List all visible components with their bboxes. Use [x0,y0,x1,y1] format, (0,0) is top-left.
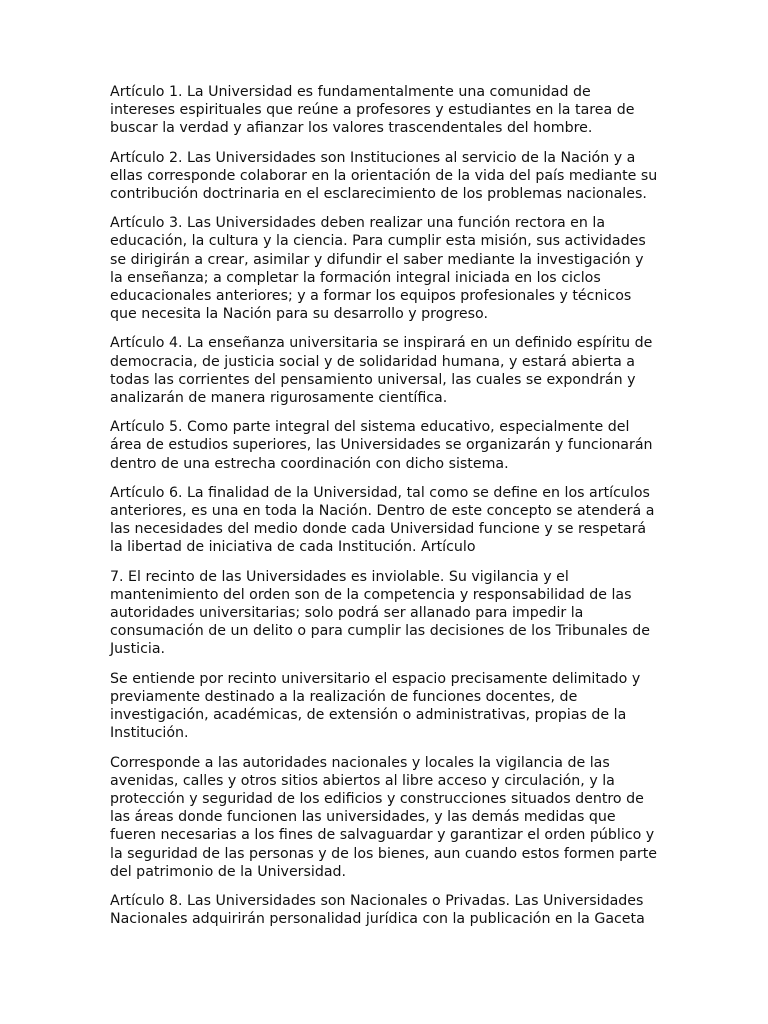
paragraph-recinto-definicion: Se entiende por recinto universitario el espacio precisamente delimitado y previamente destinado a la realización de funciones docentes, de investigación, académicas, de extensión o administrativas, propias de la Institución. [110,670,641,742]
paragraph-vigilancia-autoridades: Corresponde a las autoridades nacionales y locales la vigilancia de las avenidas, calles y otros sitios abiertos al libre acceso y circulación, y la protección y seguridad de los edificios y construcciones situados dentro de las áreas donde funcionen las universidades, y las demás medidas que fueren necesarias a los fines de salvaguardar y garantizar el orden público y la seguridad de las personas y de los bienes, aun cuando estos formen parte del patrimonio de la Universidad. [110,754,658,880]
paragraph-articulo-7: 7. El recinto de las Universidades es inviolable. Su vigilancia y el mantenimiento del orden son de la competencia y responsabilidad de las autoridades universitarias; solo podrá ser allanado para impedir la consumación de un delito o para cumplir las decisiones de los Tribunales de Justicia. [110,568,650,658]
paragraph-articulo-4: Artículo 4. La enseñanza universitaria se inspirará en un definido espíritu de democracia, de justicia social y de solidaridad humana, y estará abierta a todas las corrientes del pensamiento universal, las cuales se expondrán y analizarán de manera rigurosamente científica. [110,335,653,407]
paragraph-articulo-6: Artículo 6. La finalidad de la Universidad, tal como se define en los artículos anteriores, es una en toda la Nación. Dentro de este concepto se atenderá a las necesidades del medio donde cada Universidad funcione y se respetará la libertad de iniciativa de cada Institución. Artículo [110,484,655,556]
paragraph-articulo-1: Artículo 1. La Universidad es fundamentalmente una comunidad de intereses espirituales que reúne a profesores y estudiantes en la tarea de buscar la verdad y afianzar los valores trascendentales del hombre. [110,84,635,137]
paragraph-articulo-3: Artículo 3. Las Universidades deben realizar una función rectora en la educación, la cultura y la ciencia. Para cumplir esta misión, sus actividades se dirigirán a crear, asimilar y difundir el saber mediante la investigación y la enseñanza; a completar la formación integral iniciada en los ciclos educacionales anteriores; y a formar los equipos profesionales y técnicos que necesita la Nación para su desarrollo y progreso. [110,215,646,323]
paragraph-articulo-8: Artículo 8. Las Universidades son Nacionales o Privadas. Las Universidades Nacionales adquirirán personalidad jurídica con la publicación en la Gaceta [110,892,645,928]
paragraph-articulo-2: Artículo 2. Las Universidades son Instituciones al servicio de la Nación y a ellas corresponde colaborar en la orientación de la vida del país mediante su contribución doctrinaria en el esclarecimiento de los problemas nacionales. [110,149,658,203]
document-body [110,83,658,939]
paragraph-articulo-5: Artículo 5. Como parte integral del sistema educativo, especialmente del área de estudios superiores, las Universidades se organizarán y funcionarán dentro de una estrecha coordinación con dicho sistema. [110,419,653,472]
